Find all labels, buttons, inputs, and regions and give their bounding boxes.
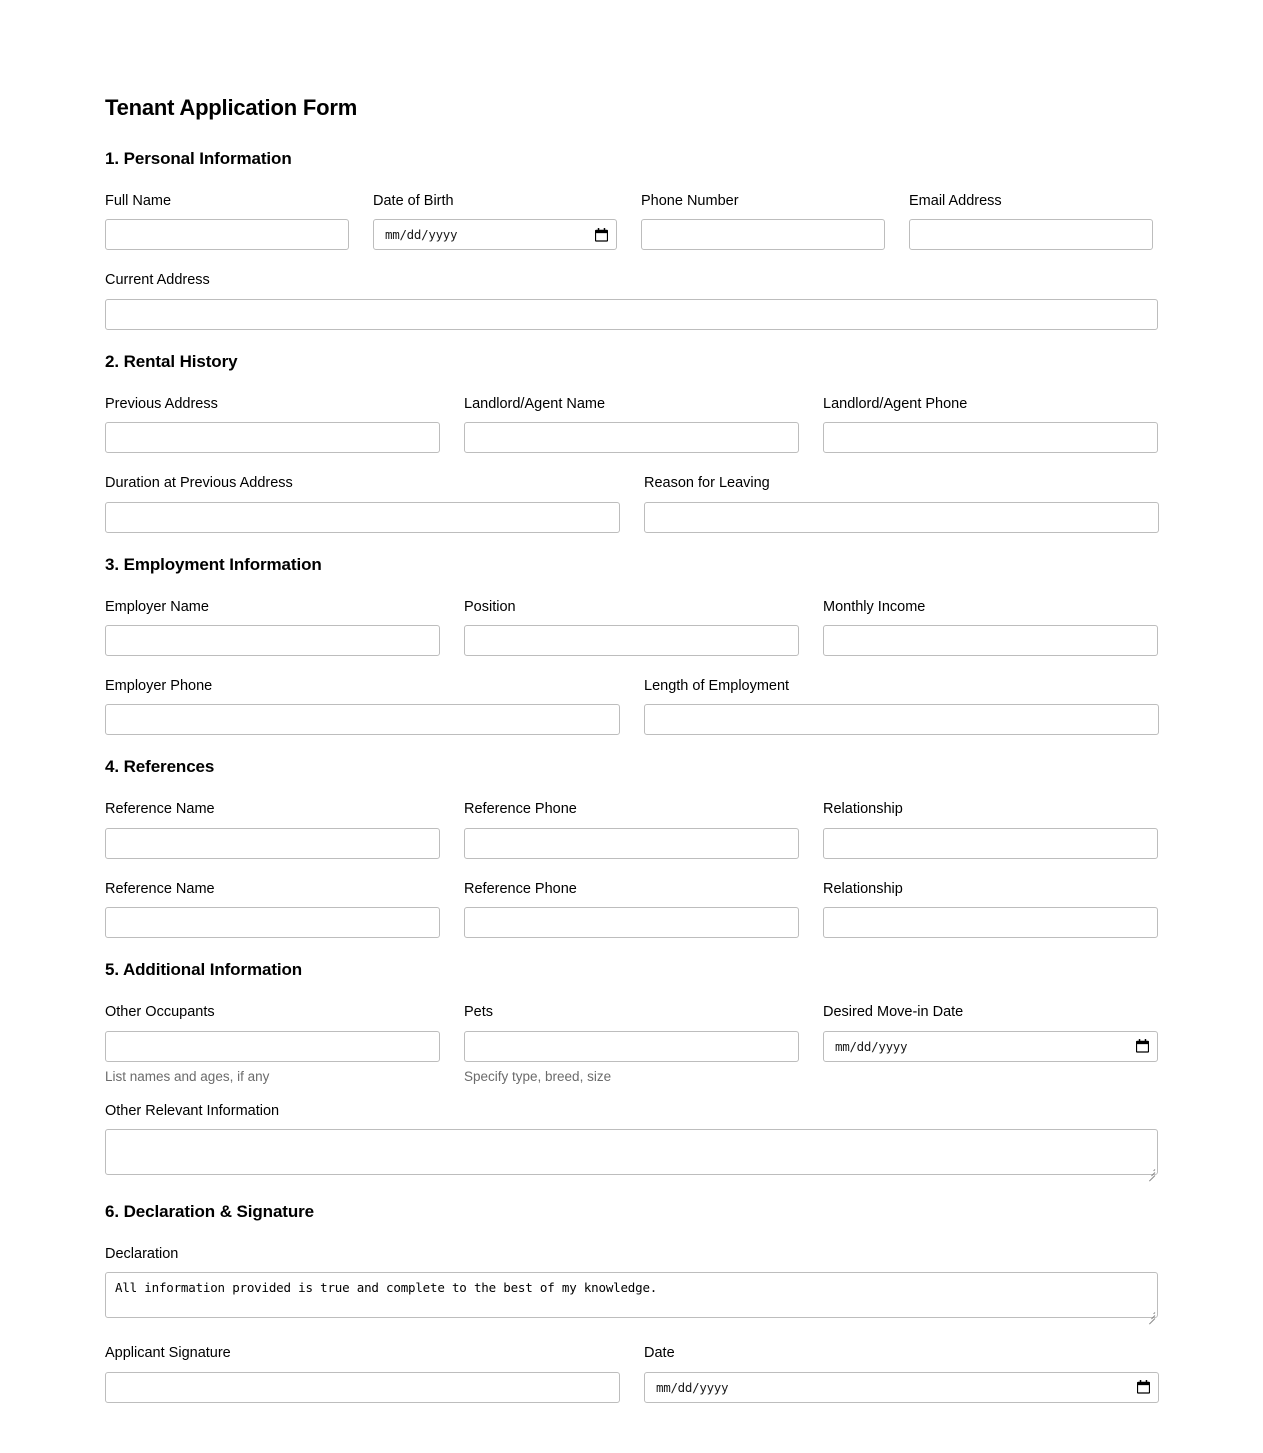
label-reference-name-2: Reference Name	[105, 880, 215, 897]
row-additional-1	[105, 1004, 1158, 1085]
field-pets	[464, 1004, 799, 1085]
field-declaration	[105, 1246, 1158, 1323]
row-rental-2	[105, 475, 1158, 532]
input-date-of-birth[interactable]	[373, 219, 617, 250]
textarea-declaration[interactable]	[105, 1272, 1158, 1318]
section-title-declaration-signature: 6. Declaration & Signature	[105, 1202, 315, 1222]
section-additional-information	[105, 960, 1158, 1180]
help-pets: Specify type, breed, size	[464, 1068, 612, 1084]
label-other-relevant-information: Other Relevant Information	[105, 1102, 280, 1119]
label-employer-name: Employer Name	[105, 598, 209, 615]
row-declaration	[105, 1246, 1158, 1323]
field-current-address	[105, 272, 1158, 329]
section-title-rental-history: 2. Rental History	[105, 351, 238, 371]
label-length-of-employment: Length of Employment	[644, 677, 790, 694]
field-applicant-signature	[105, 1345, 620, 1402]
field-full-name	[105, 193, 349, 250]
label-reference-name-1: Reference Name	[105, 801, 215, 818]
input-reference-phone-2[interactable]	[464, 907, 799, 938]
field-employer-name	[105, 599, 440, 656]
input-relationship-1[interactable]	[823, 828, 1158, 859]
section-declaration-signature	[105, 1202, 1158, 1403]
section-title-additional-information: 5. Additional Information	[105, 960, 303, 980]
input-relationship-2[interactable]	[823, 907, 1158, 938]
input-email-address[interactable]	[909, 219, 1153, 250]
field-reference-name-1	[105, 801, 440, 858]
signature-date-placeholder: mm/dd/yyyy	[656, 1379, 729, 1395]
input-pets[interactable]	[464, 1031, 799, 1062]
calendar-icon[interactable]	[1136, 1039, 1149, 1053]
label-applicant-signature: Applicant Signature	[105, 1345, 231, 1362]
field-duration-previous-address	[105, 475, 620, 532]
move-in-date-placeholder: mm/dd/yyyy	[835, 1038, 908, 1054]
label-position: Position	[464, 598, 516, 615]
field-date-of-birth	[373, 193, 617, 250]
label-full-name: Full Name	[105, 193, 172, 209]
label-pets: Pets	[464, 1004, 494, 1021]
input-landlord-name[interactable]	[464, 422, 799, 453]
input-move-in-date[interactable]	[823, 1031, 1158, 1062]
field-monthly-income	[823, 599, 1158, 656]
input-reference-name-1[interactable]	[105, 828, 440, 859]
input-phone-number[interactable]	[641, 219, 885, 250]
input-reason-for-leaving[interactable]	[644, 502, 1159, 533]
label-date-of-birth: Date of Birth	[373, 193, 454, 209]
section-references	[105, 757, 1158, 938]
input-applicant-signature[interactable]	[105, 1372, 620, 1403]
row-signature	[105, 1345, 1158, 1402]
label-monthly-income: Monthly Income	[823, 598, 926, 615]
input-duration-previous-address[interactable]	[105, 502, 620, 533]
input-position[interactable]	[464, 625, 799, 656]
row-personal-1	[105, 193, 1158, 250]
label-signature-date: Date	[644, 1345, 675, 1362]
label-duration-previous-address: Duration at Previous Address	[105, 475, 293, 492]
field-employer-phone	[105, 678, 620, 735]
textarea-other-relevant-information[interactable]	[105, 1129, 1158, 1175]
section-title-personal-information: 1. Personal Information	[105, 149, 292, 168]
input-previous-address[interactable]	[105, 422, 440, 453]
help-other-occupants: List names and ages, if any	[105, 1068, 270, 1084]
section-title-employment-information: 3. Employment Information	[105, 554, 322, 574]
row-reference-1	[105, 801, 1158, 858]
textarea-wrapper-other-relevant-information	[105, 1129, 1158, 1180]
page-title: Tenant Application Form	[105, 95, 358, 120]
input-monthly-income[interactable]	[823, 625, 1158, 656]
label-landlord-name: Landlord/Agent Name	[464, 395, 606, 412]
field-other-occupants	[105, 1004, 440, 1085]
section-employment-information	[105, 555, 1158, 736]
field-position	[464, 599, 799, 656]
label-employer-phone: Employer Phone	[105, 677, 213, 694]
field-signature-date	[644, 1345, 1159, 1402]
label-reference-phone-1: Reference Phone	[464, 801, 577, 818]
field-landlord-phone	[823, 396, 1158, 453]
label-current-address: Current Address	[105, 272, 210, 289]
calendar-icon[interactable]	[595, 228, 608, 242]
field-email-address	[909, 193, 1153, 250]
input-employer-name[interactable]	[105, 625, 440, 656]
label-previous-address: Previous Address	[105, 395, 218, 412]
field-relationship-1	[823, 801, 1158, 858]
input-landlord-phone[interactable]	[823, 422, 1158, 453]
input-reference-phone-1[interactable]	[464, 828, 799, 859]
label-reference-phone-2: Reference Phone	[464, 880, 577, 897]
input-current-address[interactable]	[105, 299, 1158, 330]
field-landlord-name	[464, 396, 799, 453]
input-employer-phone[interactable]	[105, 704, 620, 735]
textarea-wrapper-declaration	[105, 1272, 1158, 1323]
label-landlord-phone: Landlord/Agent Phone	[823, 395, 968, 412]
label-relationship-1: Relationship	[823, 801, 903, 818]
label-other-occupants: Other Occupants	[105, 1004, 215, 1021]
field-length-of-employment	[644, 678, 1159, 735]
calendar-icon[interactable]	[1137, 1380, 1150, 1394]
input-length-of-employment[interactable]	[644, 704, 1159, 735]
field-previous-address	[105, 396, 440, 453]
field-reference-name-2	[105, 881, 440, 938]
label-reason-for-leaving: Reason for Leaving	[644, 475, 770, 492]
field-reason-for-leaving	[644, 475, 1159, 532]
row-employment-1	[105, 599, 1158, 656]
input-signature-date[interactable]	[644, 1372, 1159, 1403]
field-move-in-date	[823, 1004, 1158, 1085]
section-personal-information	[105, 149, 1158, 330]
section-title-references: 4. References	[105, 757, 215, 777]
label-move-in-date: Desired Move-in Date	[823, 1004, 964, 1021]
field-phone-number	[641, 193, 885, 250]
field-other-relevant-information	[105, 1103, 1158, 1180]
field-reference-phone-2	[464, 881, 799, 938]
label-phone-number: Phone Number	[641, 193, 739, 209]
label-relationship-2: Relationship	[823, 880, 903, 897]
field-relationship-2	[823, 881, 1158, 938]
row-reference-2	[105, 881, 1158, 938]
label-email-address: Email Address	[909, 193, 1002, 209]
input-other-occupants[interactable]	[105, 1031, 440, 1062]
label-declaration: Declaration	[105, 1246, 179, 1263]
row-additional-2	[105, 1103, 1158, 1180]
date-of-birth-placeholder: mm/dd/yyyy	[385, 227, 458, 243]
row-rental-1	[105, 396, 1158, 453]
row-personal-2	[105, 272, 1158, 329]
input-full-name[interactable]	[105, 219, 349, 250]
row-employment-2	[105, 678, 1158, 735]
input-reference-name-2[interactable]	[105, 907, 440, 938]
section-rental-history	[105, 352, 1158, 533]
field-reference-phone-1	[464, 801, 799, 858]
